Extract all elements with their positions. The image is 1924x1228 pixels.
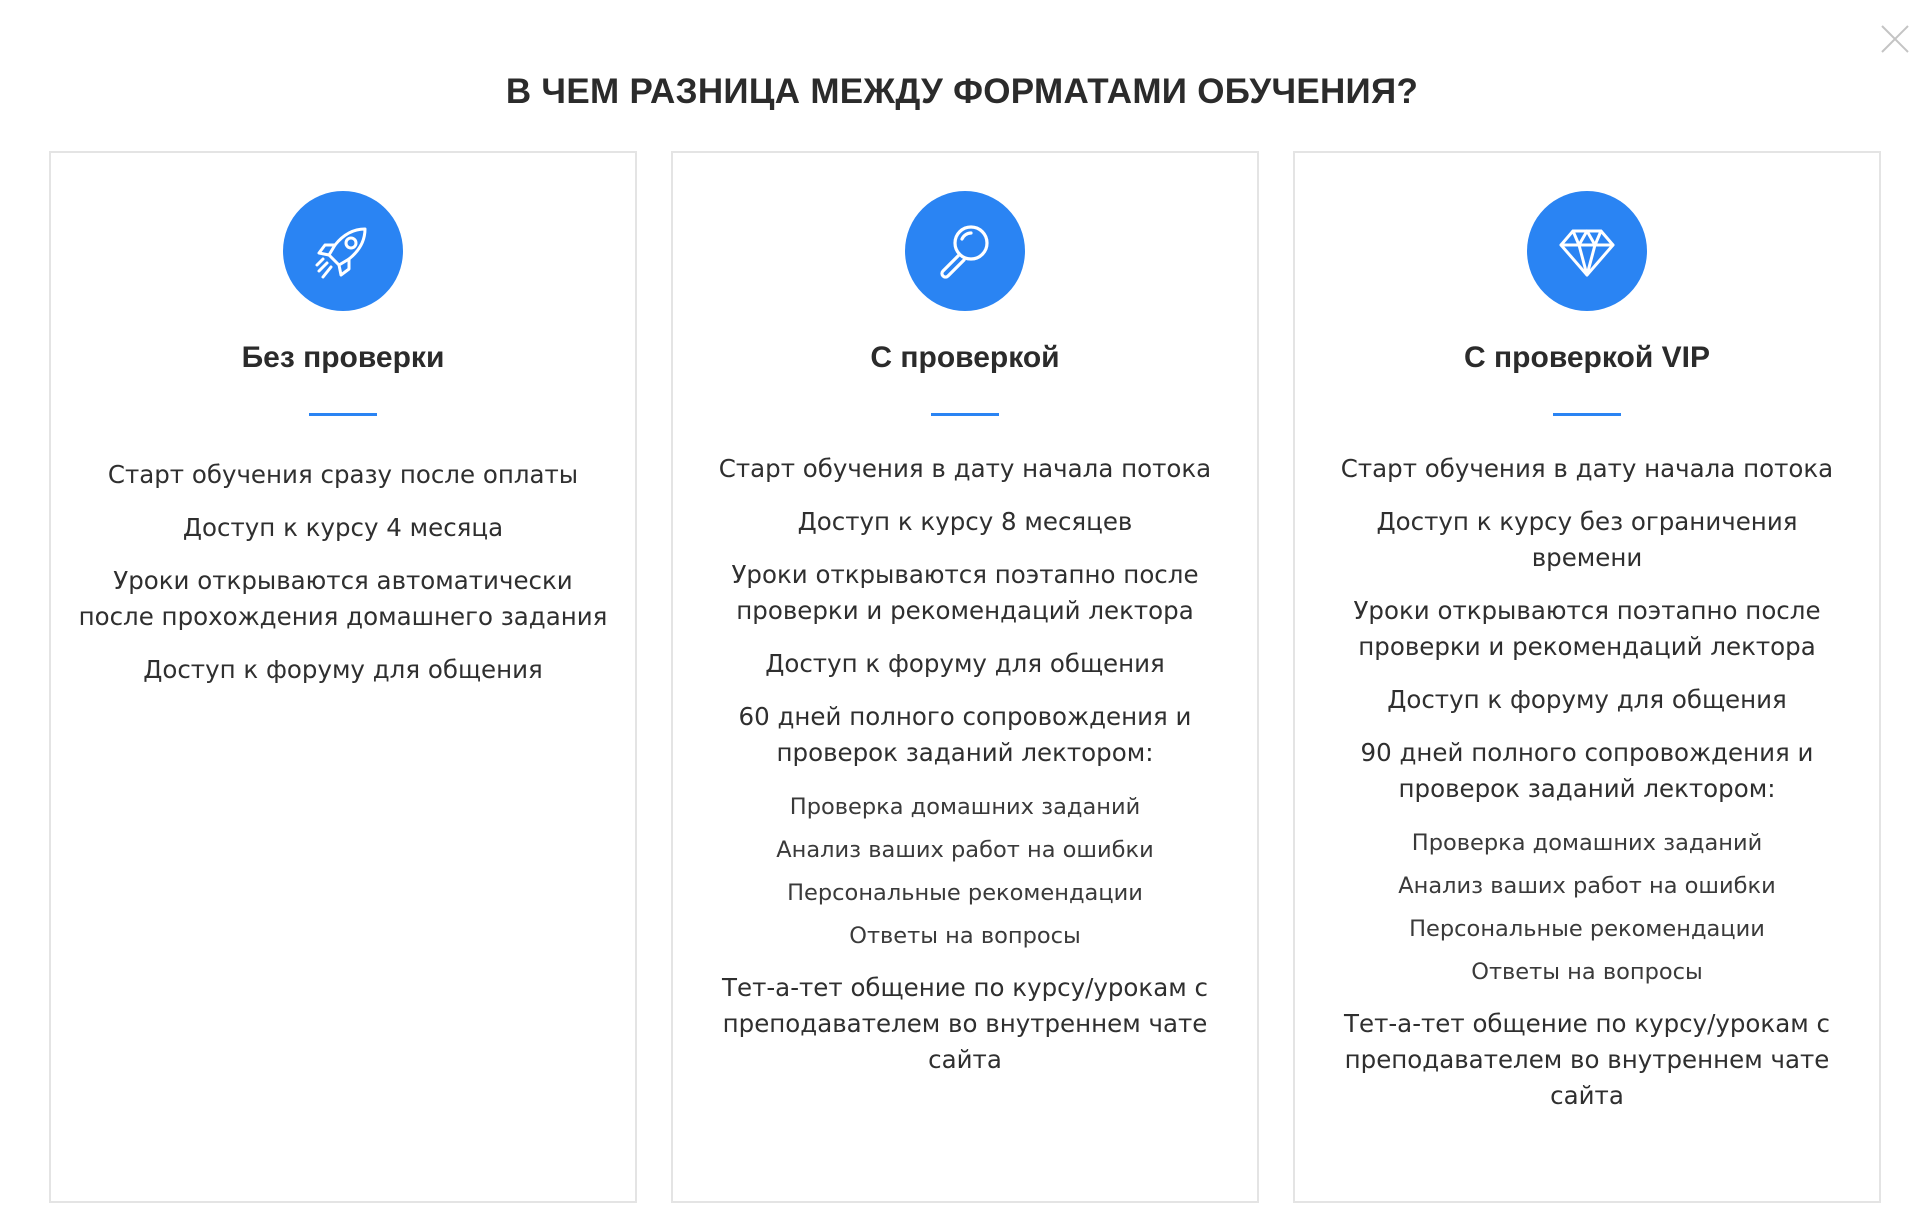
feature-list	[697, 451, 1233, 1095]
feature-access: Доступ к курсу 4 месяца	[182, 513, 504, 542]
card-title: С проверкой	[870, 341, 1060, 374]
feature-chat: Тет-а-тет общение по курсу/урокам с преподавателем во внутреннем чате сайта	[1344, 1009, 1830, 1110]
feature-access: Доступ к курсу 8 месяцев	[797, 507, 1133, 536]
feature-list	[1319, 451, 1855, 1131]
diamond-icon	[1527, 191, 1647, 311]
feature-lessons: Уроки открываются автоматически после прохождения домашнего задания	[78, 566, 608, 631]
feature-lessons: Уроки открываются поэтапно после проверки и рекомендаций лектора	[731, 560, 1199, 625]
title-divider	[1553, 413, 1621, 416]
feature-start: Старт обучения сразу после оплаты	[107, 460, 579, 489]
support-item: Проверка домашних заданий	[1411, 830, 1763, 856]
page-title: В ЧЕМ РАЗНИЦА МЕЖДУ ФОРМАТАМИ ОБУЧЕНИЯ?	[505, 72, 1419, 111]
support-item: Ответы на вопросы	[1471, 959, 1703, 985]
feature-start: Старт обучения в дату начала потока	[1340, 454, 1834, 483]
support-list	[1319, 822, 1855, 994]
rocket-icon	[283, 191, 403, 311]
feature-support: 60 дней полного сопровождения и проверок заданий лектором:	[738, 702, 1192, 767]
format-card-checked	[671, 151, 1259, 1203]
format-card-basic	[49, 151, 637, 1203]
formats-comparison	[49, 151, 1881, 1203]
card-title: Без проверки	[241, 341, 445, 374]
support-item: Проверка домашних заданий	[789, 794, 1141, 820]
support-item: Анализ ваших работ на ошибки	[776, 837, 1154, 863]
feature-access: Доступ к курсу без ограничения времени	[1376, 507, 1798, 572]
feature-chat: Тет-а-тет общение по курсу/урокам с преподавателем во внутреннем чате сайта	[722, 973, 1208, 1074]
support-item: Ответы на вопросы	[849, 923, 1081, 949]
close-icon	[1876, 20, 1914, 58]
support-item: Персональные рекомендации	[787, 880, 1143, 906]
support-list	[697, 786, 1233, 958]
title-divider	[931, 413, 999, 416]
feature-list	[75, 457, 611, 705]
feature-lessons: Уроки открываются поэтапно после проверки и рекомендаций лектора	[1353, 596, 1821, 661]
title-divider	[309, 413, 377, 416]
support-item: Анализ ваших работ на ошибки	[1398, 873, 1776, 899]
feature-start: Старт обучения в дату начала потока	[718, 454, 1212, 483]
feature-support: 90 дней полного сопровождения и проверок заданий лектором:	[1360, 738, 1814, 803]
card-title: С проверкой VIP	[1464, 341, 1710, 374]
format-card-vip	[1293, 151, 1881, 1203]
feature-forum: Доступ к форуму для общения	[143, 655, 543, 684]
feature-forum: Доступ к форуму для общения	[765, 649, 1165, 678]
feature-forum: Доступ к форуму для общения	[1387, 685, 1787, 714]
magnifier-icon	[905, 191, 1025, 311]
support-item: Персональные рекомендации	[1409, 916, 1765, 942]
close-button[interactable]	[1876, 20, 1914, 58]
